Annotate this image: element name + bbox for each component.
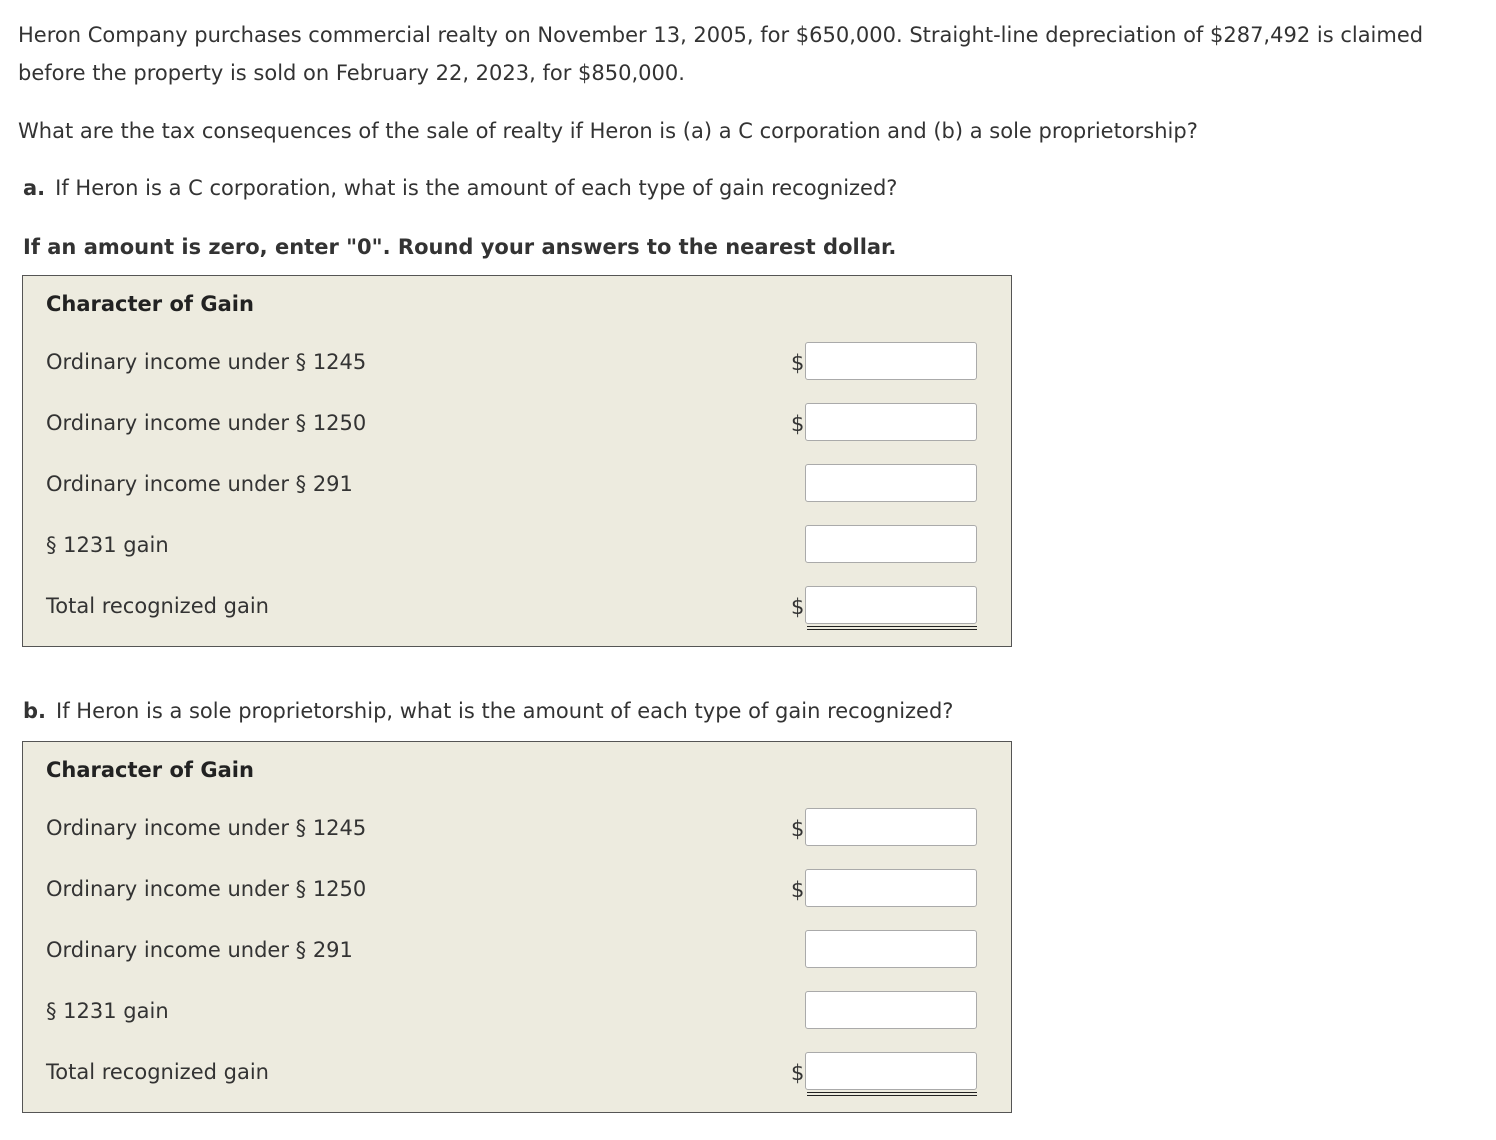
part-a-row-1245 <box>23 342 1011 382</box>
part-a-table-header: Character of Gain <box>46 292 254 316</box>
answer-instructions: If an amount is zero, enter "0". Round your answers to the nearest dollar. <box>23 235 897 259</box>
part-a-prompt-text: If Heron is a C corporation, what is the amount of each type of gain recognized? <box>55 176 898 200</box>
dollar-sign: $ <box>791 412 805 436</box>
part-b-1250-input[interactable] <box>805 869 977 907</box>
part-a-1231-input[interactable] <box>805 525 977 563</box>
part-a-291-input[interactable] <box>805 464 977 502</box>
part-b-prompt <box>23 696 953 726</box>
part-b-291-input[interactable] <box>805 930 977 968</box>
row-label: Ordinary income under § 291 <box>46 472 353 496</box>
part-b-1231-input[interactable] <box>805 991 977 1029</box>
row-label: § 1231 gain <box>46 999 169 1023</box>
part-a-total-input[interactable] <box>805 586 977 624</box>
dollar-sign: $ <box>791 1061 805 1085</box>
part-a-answer-table <box>22 275 1012 647</box>
part-a-1245-input[interactable] <box>805 342 977 380</box>
row-label: § 1231 gain <box>46 533 169 557</box>
dollar-sign: $ <box>791 351 805 375</box>
part-b-row-291 <box>23 930 1011 970</box>
part-a-row-1250 <box>23 403 1011 443</box>
part-a-row-total <box>23 586 1011 626</box>
dollar-sign: $ <box>791 595 805 619</box>
part-a-1250-input[interactable] <box>805 403 977 441</box>
double-underline <box>807 1092 977 1096</box>
part-b-row-1250 <box>23 869 1011 909</box>
row-label: Ordinary income under § 1250 <box>46 877 367 901</box>
part-b-row-total <box>23 1052 1011 1092</box>
part-a-letter: a. <box>23 176 46 200</box>
dollar-sign: $ <box>791 878 805 902</box>
row-label: Ordinary income under § 1245 <box>46 816 367 840</box>
problem-question: What are the tax consequences of the sale of realty if Heron is (a) a C corporation and (b) a sole proprietorship? <box>18 119 1198 143</box>
row-label: Ordinary income under § 1250 <box>46 411 367 435</box>
part-a-row-1231 <box>23 525 1011 565</box>
double-underline <box>807 626 977 630</box>
dollar-sign: $ <box>791 817 805 841</box>
row-label: Ordinary income under § 1245 <box>46 350 367 374</box>
part-b-total-input[interactable] <box>805 1052 977 1090</box>
part-b-row-1245 <box>23 808 1011 848</box>
part-b-letter: b. <box>23 699 47 723</box>
row-label: Total recognized gain <box>46 594 269 618</box>
part-b-table-header: Character of Gain <box>46 758 254 782</box>
part-b-prompt-text: If Heron is a sole proprietorship, what is the amount of each type of gain recognized? <box>56 699 954 723</box>
part-a-prompt <box>23 173 897 203</box>
problem-statement: Heron Company purchases commercial realty on November 13, 2005, for $650,000. Straight-line depreciation of $287,492 is claimed before the property is sold on February 22, 2023, for $850,000. <box>18 23 1424 85</box>
part-a-row-291 <box>23 464 1011 504</box>
part-b-row-1231 <box>23 991 1011 1031</box>
row-label: Total recognized gain <box>46 1060 269 1084</box>
row-label: Ordinary income under § 291 <box>46 938 353 962</box>
part-b-answer-table <box>22 741 1012 1113</box>
part-b-1245-input[interactable] <box>805 808 977 846</box>
